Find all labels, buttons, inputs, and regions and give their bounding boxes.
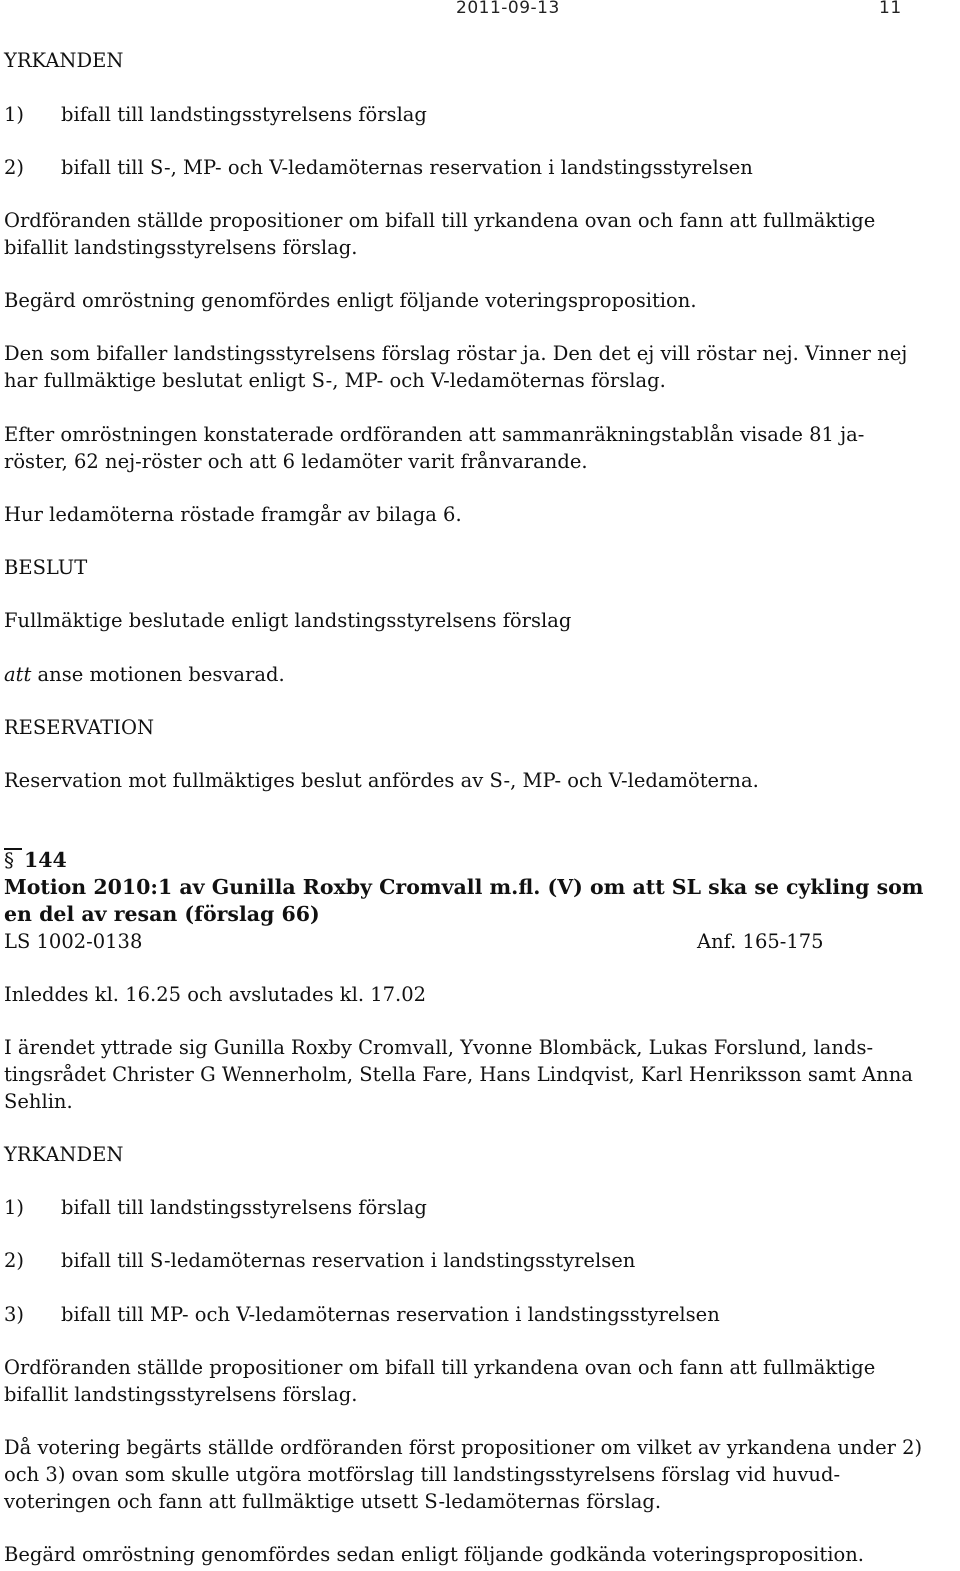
paragraph-efter-line2: röster, 62 nej-röster och att 6 ledamöter varit frånvarande. (4, 450, 588, 473)
section-anforande: Anf. 165-175 (697, 930, 824, 953)
paragraph-da-votering-line2: och 3) ovan som skulle utgöra motförslag till landstingsstyrelsens förslag vid huvud- (4, 1463, 841, 1486)
yrkande-item (4, 154, 753, 181)
page-number: 11 (879, 0, 902, 18)
yrkande-text: bifall till MP- och V-ledamöternas reservation i landstingsstyrelsen (61, 1303, 720, 1326)
paragraph-ordforanden-line1: Ordföranden ställde propositioner om bifall till yrkandena ovan och fann att fullmäktige (4, 209, 876, 232)
yrkande-text: bifall till landstingsstyrelsens förslag (61, 103, 427, 126)
yrkande-item (4, 101, 427, 128)
beslut-heading: BESLUT (4, 556, 88, 579)
paragraph-begard: Begärd omröstning genomfördes enligt följande voteringsproposition. (4, 289, 697, 312)
paragraph-da-votering-line3: voteringen och fann att fullmäktige utsett S-ledamöternas förslag. (4, 1490, 662, 1513)
yrkande-number: 1) (4, 103, 25, 126)
paragraph-voteringsproposition-line2: har fullmäktige beslutat enligt S-, MP- och V-ledamöternas förslag. (4, 369, 666, 392)
att-keyword: att (4, 663, 32, 686)
beslut-text: Fullmäktige beslutade enligt landstingsstyrelsens förslag (4, 609, 572, 632)
reservation-heading: RESERVATION (4, 716, 155, 739)
paragraph-ordforanden-2-line1: Ordföranden ställde propositioner om bifall till yrkandena ovan och fann att fullmäktige (4, 1356, 876, 1379)
yrkande-number: 2) (4, 1249, 25, 1272)
paragraph-inleddes: Inleddes kl. 16.25 och avslutades kl. 17.02 (4, 983, 427, 1006)
section-title-line2: en del av resan (förslag 66) (4, 902, 320, 926)
yrkande-item (4, 1194, 427, 1221)
section-number (4, 847, 67, 874)
yrkanden-heading-2: YRKANDEN (4, 1143, 124, 1166)
paragraph-hur: Hur ledamöterna röstade framgår av bilaga 6. (4, 503, 462, 526)
header-date: 2011-09-13 (456, 0, 560, 18)
yrkande-number: 2) (4, 156, 25, 179)
paragraph-arendet-line1: I ärendet yttrade sig Gunilla Roxby Cromvall, Yvonne Blombäck, Lukas Forslund, lands- (4, 1036, 874, 1059)
beslut-att-line (4, 661, 285, 688)
paragraph-arendet-line3: Sehlin. (4, 1090, 73, 1113)
section-title-line1: Motion 2010:1 av Gunilla Roxby Cromvall m.fl. (V) om att SL ska se cykling som (4, 875, 924, 899)
yrkande-text: bifall till landstingsstyrelsens förslag (61, 1196, 427, 1219)
beslut-att-text: anse motionen besvarad. (31, 663, 285, 686)
yrkande-item (4, 1301, 720, 1328)
yrkande-number: 1) (4, 1196, 25, 1219)
paragraph-arendet-line2: tingsrådet Christer G Wennerholm, Stella Fare, Hans Lindqvist, Karl Henriksson samt Anna (4, 1063, 913, 1086)
yrkande-number: 3) (4, 1303, 25, 1326)
reservation-text: Reservation mot fullmäktiges beslut anfördes av S-, MP- och V-ledamöterna. (4, 769, 759, 792)
yrkanden-heading: YRKANDEN (4, 49, 124, 72)
paragraph-ordforanden-2-line2: bifallit landstingsstyrelsens förslag. (4, 1383, 358, 1406)
paragraph-efter-line1: Efter omröstningen konstaterade ordföranden att sammanräkningstablån visade 81 ja- (4, 423, 865, 446)
section-number-value: 144 (24, 848, 67, 872)
section-sign-icon (4, 847, 20, 874)
yrkande-text: bifall till S-ledamöternas reservation i landstingsstyrelsen (61, 1249, 636, 1272)
paragraph-ordforanden-line2: bifallit landstingsstyrelsens förslag. (4, 236, 358, 259)
paragraph-voteringsproposition-line1: Den som bifaller landstingsstyrelsens förslag röstar ja. Den det ej vill röstar nej. Vinner nej (4, 342, 908, 365)
yrkande-item (4, 1247, 635, 1274)
paragraph-begard-2: Begärd omröstning genomfördes sedan enligt följande godkända voteringsproposition. (4, 1543, 864, 1566)
yrkande-text: bifall till S-, MP- och V-ledamöternas reservation i landstingsstyrelsen (61, 156, 753, 179)
paragraph-da-votering-line1: Då votering begärts ställde ordföranden först propositioner om vilket av yrkandena under 2) (4, 1436, 923, 1459)
section-reference: LS 1002-0138 (4, 930, 143, 953)
